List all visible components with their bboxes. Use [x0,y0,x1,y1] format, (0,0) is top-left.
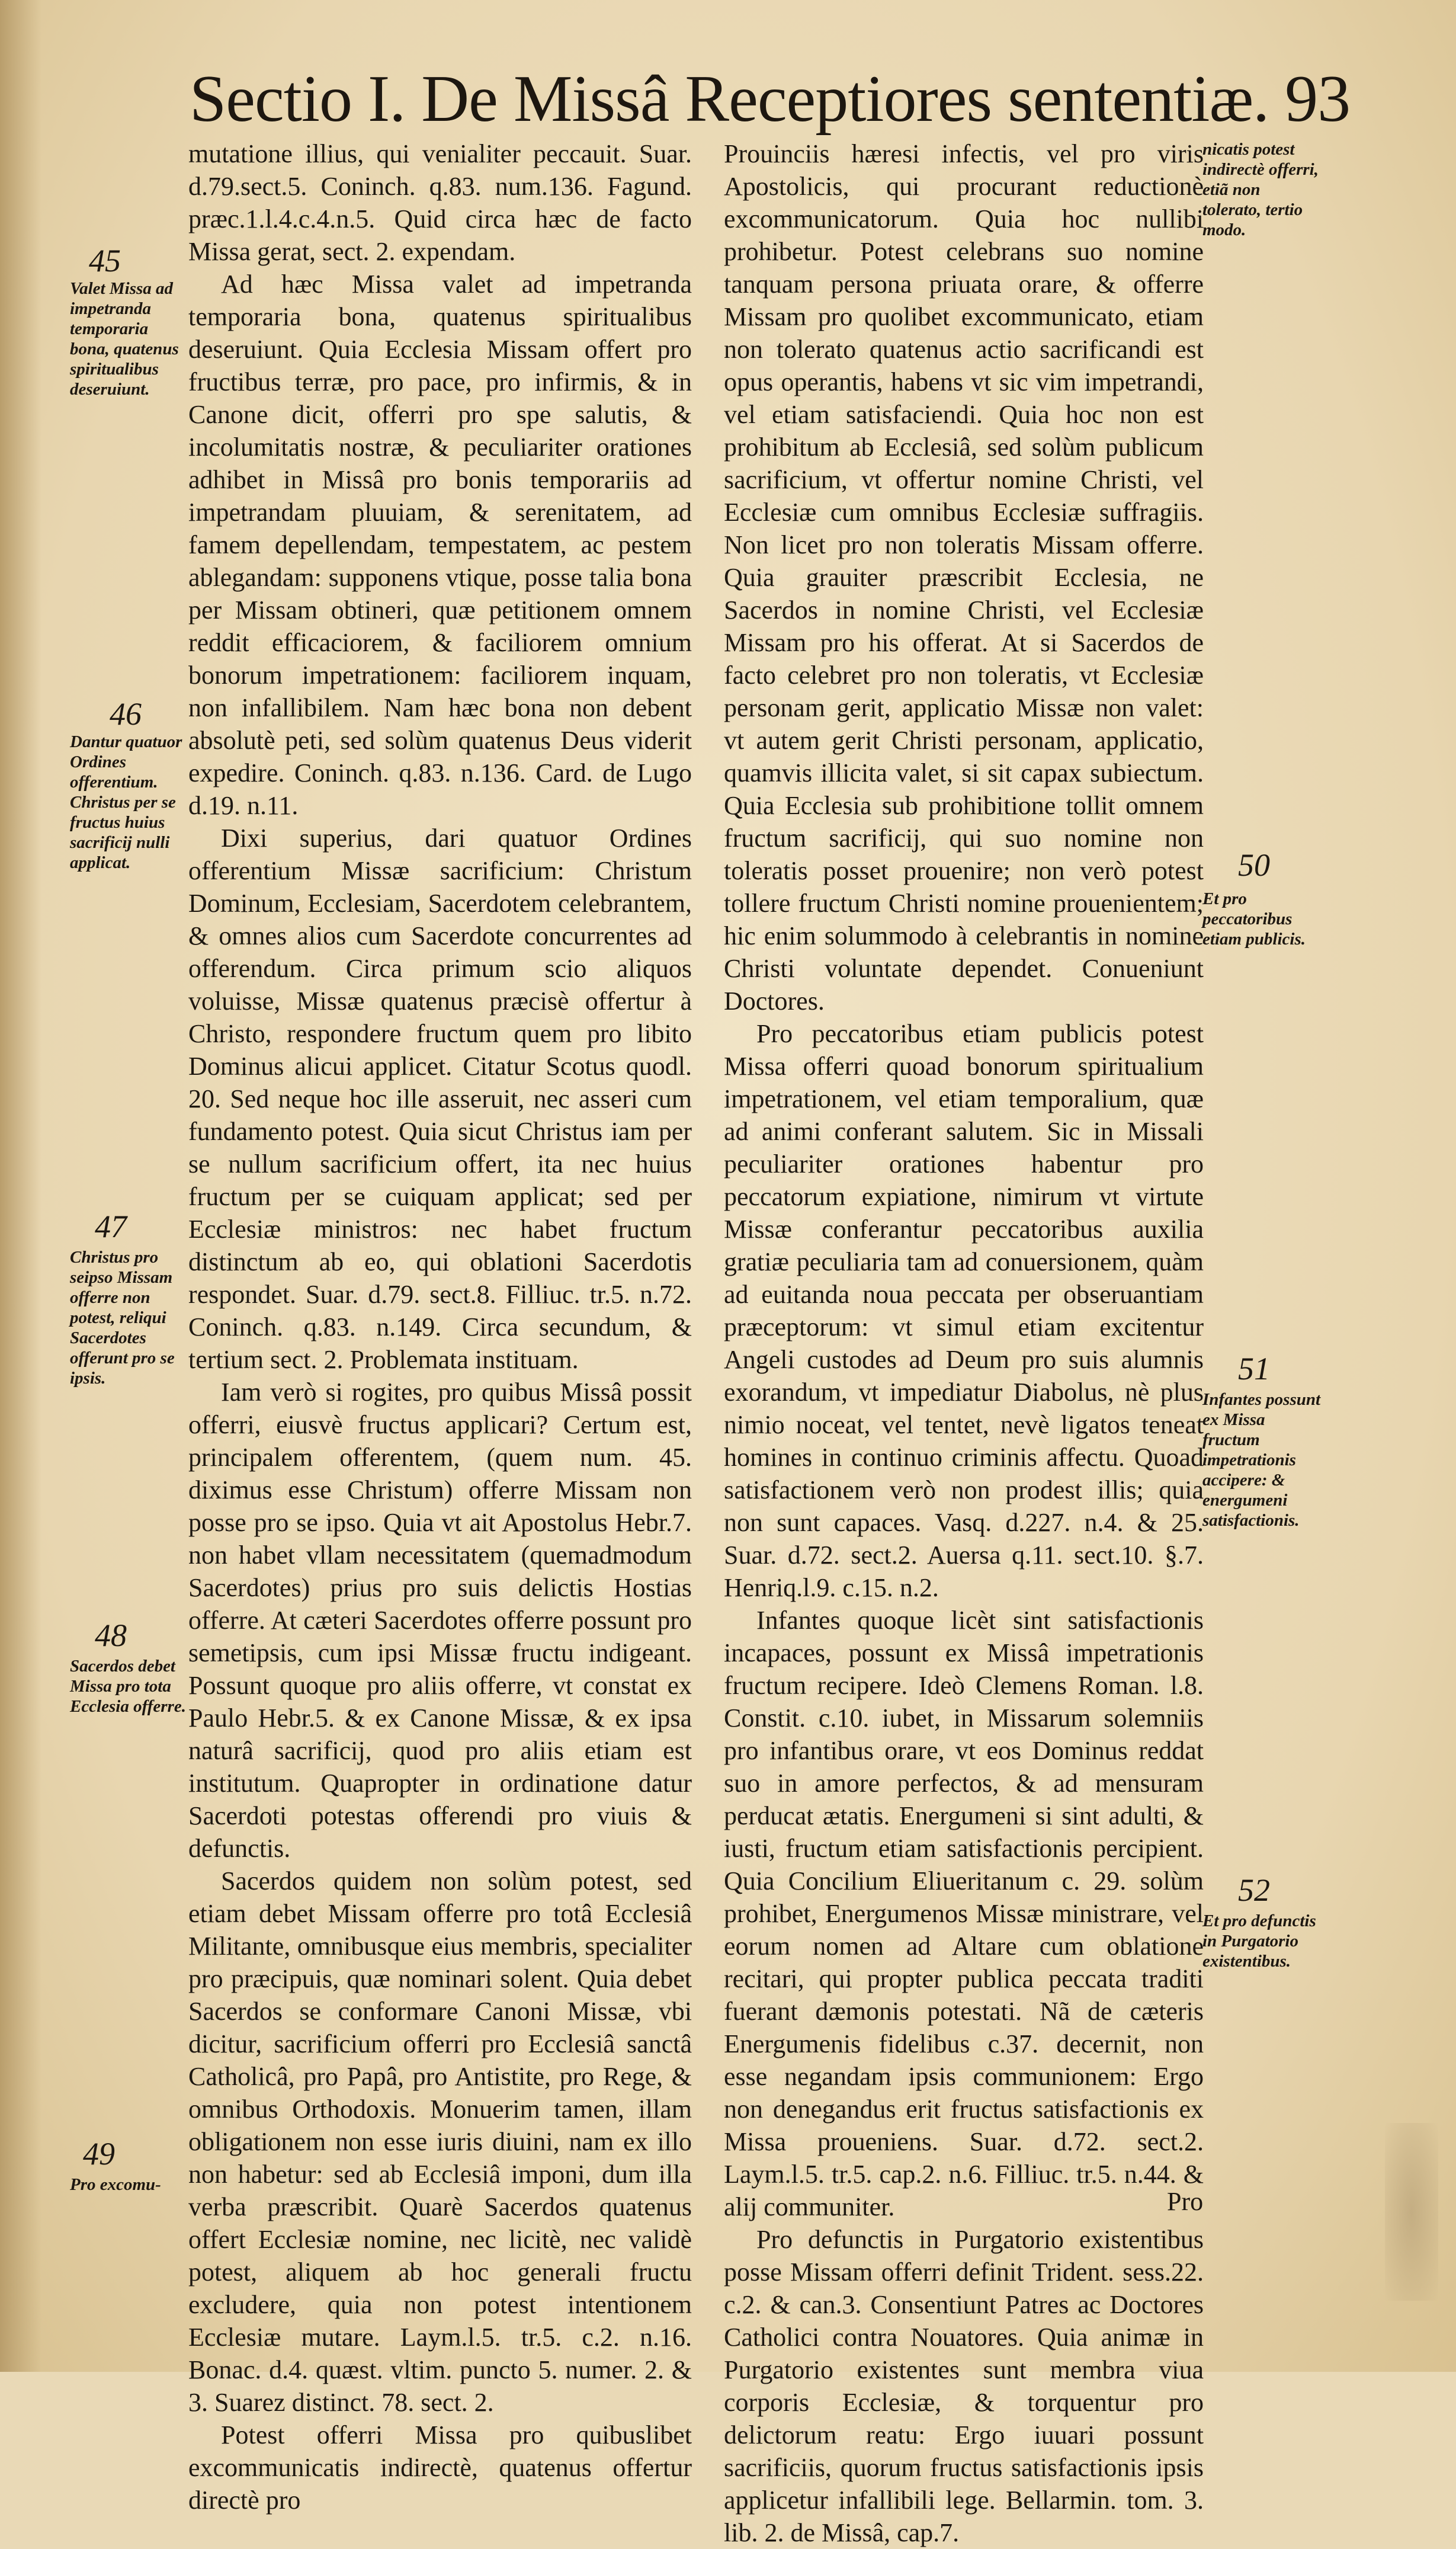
paragraph: Potest offerri Missa pro quibuslibet excommunicatis indirectè, quatenus offertur directè pro [188,2420,692,2515]
running-header: Sectio I. De Missâ Receptiores sententiæ. 93 [190,62,1351,136]
paper-stain [1385,2123,1438,2301]
right-text-column [724,137,1204,2549]
paragraph: Sacerdos quidem non solùm potest, sed etiam debet Missam offerre pro totâ Ecclesiâ Militante, omnibusque eius membris, specialiter pro præcipuis, quæ nominari solent. Quia debet Sacerdos se conformare Canoni Missæ, vbi dicitur, sacrificium offerri pro Ecclesiâ sanctâ Catholicâ, pro Papâ, pro Antistite, pro Rege, & omnibus Orthodoxis. Monuerim tamen, illam obligationem non esse iuris diuini, nam ex illo non habetur: sed ab Ecclesiâ imponi, dum illa verba præscribit. Quarè Sacerdos quatenus offert Ecclesiæ nomine, nec licitè, nec validè potest, aliquem ab hoc generali fructu excludere, quia non potest intentionem Ecclesiæ mutare. Laym.l.5. tr.5. c.2. n.16. Bonac. d.4. quæst. vltim. puncto 5. numer. 2. & 3. Suarez distinct. 78. sect. 2. [188,1866,692,2417]
paragraph: Dixi superius, dari quatuor Ordines offerentium Missæ sacrificium: Christum Dominum, Ecclesiam, Sacerdotem celebrantem, & omnes alios cum Sacerdote concurrentes ad offerendum. Circa primum scio aliquos voluisse, Missæ quatenus præcisè offertur à Christo, respondere fructum quem pro libito Dominus alicui applicet. Citatur Scotus quodl. 20. Sed neque hoc ille asseruit, nec asseri cum fundamento potest. Quia sicut Christus iam per se nullum sacrificium offert, ita nec huius fructum per se cuiquam applicat; sed per Ecclesiæ ministros: nec habet fructum distinctum ab eo, qui oblationi Sacerdotis respondet. Suar. d.79. sect.8. Filliuc. tr.5. n.72. Coninch. q.83. n.149. Circa secundum, & tertium sect. 2. Problemata instituam. [188,824,692,1374]
margin-number: 51 [1238,1351,1270,1386]
paragraph: Prouinciis hæresi infectis, vel pro viris Apostolicis, qui procurant reductionè excommunicatorum. Quia hoc nullibi prohibetur. Potest celebrans suo nomine tanquam persona priuata orare, & offerre Missam pro quolibet excommunicato, etiam non tolerato quatenus actio sacrificandi est opus operantis, habens vt sic vim impetrandi, vel etiam satisfaciendi. Quia hoc non est prohibitum ab Ecclesiâ, sed solùm publicum sacrificium, vt offertur nomine Christi, vel Ecclesiæ cum omnibus Ecclesiæ suffragiis. Non licet pro non toleratis Missam offerre. Quia grauiter præscribit Ecclesia, ne Sacerdos in nomine Christi, vel Ecclesiæ Missam pro his offerat. At si Sacerdos de facto celebret pro non toleratis, vt Ecclesiæ personam gerit, applicatio Missæ non valet: vt autem gerit Christi personam, applicatio, quamvis illicita valet, si sit capax subiectum. Quia Ecclesia sub prohibitione tollit omnem fructum sacrificij, qui suo nomine non toleratis posset prouenire; non verò potest tollere fructum Christi nomine prouenientem; hic enim solummodo à celebrantis in nomine Christi voluntate dependet. Conueniunt Doctores. [724,139,1204,1016]
margin-number: 52 [1238,1872,1270,1908]
margin-note: Pro excomu- [70,2175,161,2194]
paragraph: Pro defunctis in Purgatorio existentibus posse Missam offerri definit Trident. sess.22. c.2. & can.3. Consentiunt Patres ac Doctores Catholici contra Nouatores. Quia animæ in Purgatorio existentes sunt membra viua corporis Ecclesiæ, & torquentur pro delictorum reatu: Ergo iuuari possunt sacrificiis, quorum fructus satisfactionis ipsis applicetur infallibili lege. Bellarmin. tom. 3. lib. 2. de Missâ, cap.7. [724,2225,1204,2547]
left-text-column [188,137,692,2516]
page-gutter-shadow [0,0,41,2372]
margin-number: 48 [95,1618,127,1653]
margin-note: Sacerdos debet Missa pro tota Ecclesia offerre. [70,1657,186,1716]
margin-note: Christus pro seipso Missam offerre non potest, reliqui Sacerdotes offerunt pro se ipsis. [70,1248,175,1388]
paragraph: Infantes quoque licèt sint satisfactionis incapaces, possunt ex Missâ impetrationis fructum recipere. Ideò Clemens Roman. l.8. Constit. c.10. iubet, in Missarum solemniis pro infantibus orare, vt eos Dominus reddat suo in amore perfectos, & ad mensuram perducat ætatis. Energumeni si sint adulti, & iusti, fructum etiam satisfactionis percipient. Quia Concilium Eliueritanum c. 29. solùm prohibet, Energumenos Missæ ministrare, vel eorum nomen ad Altare cum oblatione recitari, qui propter publica peccata traditi fuerant dæmonis potestati. Nã de cæteris Energumenis fidelibus c.37. decernit, non esse negandam ipsis communionem: Ergo non denegandus erit fructus satisfactionis ex Missa proueniens. Suar. d.72. sect.2. Laym.l.5. tr.5. cap.2. n.6. Filliuc. tr.5. n.44. & alij communiter. [724,1606,1204,2221]
margin-number: 50 [1238,847,1270,883]
margin-number: 49 [83,2136,115,2172]
margin-note: Infantes possunt ex Missa fructum impetrationis accipere: & energumeni satisfactionis. [1202,1390,1321,1530]
margin-note: Dantur quatuor Ordines offerentium. Christus per se fructus huius sacrificij nulli applicat. [70,732,182,872]
margin-number: 46 [110,696,142,732]
paragraph: Pro peccatoribus etiam publicis potest Missa offerri quoad bonorum spiritualium impetrationem, vel etiam temporalium, quæ ad animi conferant salutem. Sic in Missali peculiariter orationes habentur pro peccatorum expiatione, nimirum vt virtute Missæ conferantur peccatoribus auxilia gratiæ peculiaria tam ad conuersionem, quàm ad euitanda noua peccata per obseruantiam præceptorum: vt simul etiam excitentur Angeli custodes ad Deum pro suis alumnis exorandum, vt impediatur Diabolus, nè plus nimio noceat, vel tentet, nevè ligatos teneat homines in continuo criminis affectu. Quoad satisfactionem verò non prodest illis; quia non sunt capaces. Vasq. d.227. n.4. & 25. Suar. d.72. sect.2. Auersa q.11. sect.10. §.7. Henriq.l.9. c.15. n.2. [724,1019,1204,1602]
margin-note: Et pro peccatoribus etiam publicis. [1202,889,1306,949]
paragraph: mutatione illius, qui venialiter peccauit. Suar. d.79.sect.5. Coninch. q.83. num.136. Fagund. præc.1.l.4.c.4.n.5. Quid circa hæc de facto Missa gerat, sect. 2. expendam. [188,139,692,266]
paragraph: Iam verò si rogites, pro quibus Missâ possit offerri, eiusvè fructus applicari? Certum est, principalem offerentem, (quem num. 45. diximus esse Christum) offerre Missam non posse pro se ipso. Quia vt ait Apostolus Hebr.7. non habet vllam necessitatem (quemadmodum Sacerdotes) prius pro suis delictis Hostias offerre. At cæteri Sacerdotes offerre possunt pro semetipsis, cum ipsi Missæ fructu indigeant. Possunt quoque pro aliis offerre, vt constat ex Paulo Hebr.5. & ex Canone Missæ, & ex ipsa naturâ sacrificij, quod pro aliis etiam est institutum. Quapropter in ordinatione datur Sacerdoti potestas offerendi pro viuis & defunctis. [188,1378,692,1863]
paragraph: Ad hæc Missa valet ad impetranda temporaria bona, quatenus spiritualibus deseruiunt. Quia Ecclesia Missam offert pro fructibus terræ, pro pace, pro infirmis, & in Canone dicit, offerri pro spe salutis, & incolumitatis nostræ, & peculiariter orationes adhibet in Missâ pro bonis temporariis ad impetrandam pluuiam, & serenitatem, ad famem depellendam, tempestatem, ac pestem ablegandam: supponens vtique, posse talia bona per Missam obtineri, quæ petitionem omnem reddit efficaciorem, & faciliorem omnium bonorum impetrationem: faciliorem inquam, non infallibilem. Nam hæc bona non debent absolutè peti, sed solùm quatenus Deus viderit expedire. Coninch. q.83. n.136. Card. de Lugo d.19. n.11. [188,270,692,820]
margin-note: nicatis potest indirectè offerri, etiã non tolerato, tertio modo. [1202,140,1319,239]
margin-number: 47 [95,1209,127,1244]
margin-number: 45 [89,243,121,278]
margin-note: Et pro defunctis in Purgatorio existentibus. [1202,1911,1316,1971]
catchword: Pro [1167,2187,1204,2216]
margin-note: Valet Missa ad impetranda temporaria bona, quatenus spiritualibus deseruiunt. [70,279,179,399]
